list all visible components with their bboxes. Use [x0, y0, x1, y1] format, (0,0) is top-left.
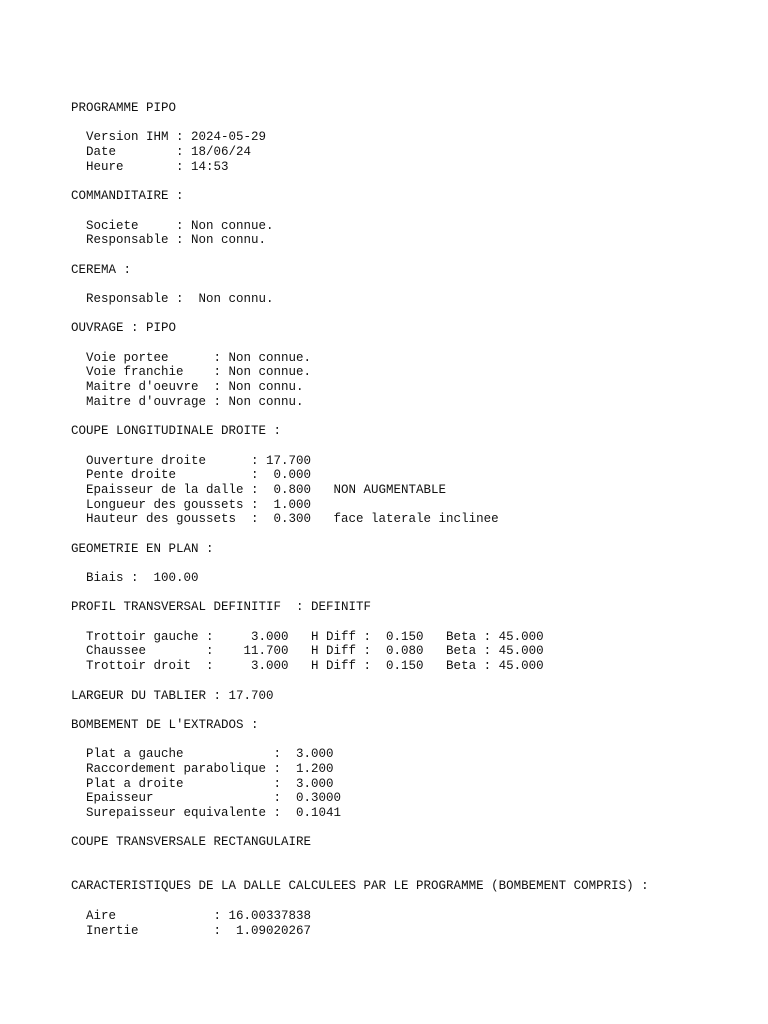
doc-line: COUPE LONGITUDINALE DROITE : — [71, 424, 282, 439]
doc-line: Plat a droite : 3.000 — [71, 776, 334, 791]
doc-line: OUVRAGE : PIPO — [71, 321, 177, 336]
doc-line — [71, 703, 761, 718]
doc-line: Maitre d'ouvrage : Non connu. — [71, 394, 304, 409]
doc-line — [71, 248, 761, 263]
doc-line: Aire : 16.00337838 — [71, 908, 312, 923]
doc-line: Societe : Non connue. — [71, 218, 274, 233]
doc-line: Date : 18/06/24 — [71, 145, 252, 160]
doc-line: Trottoir gauche : 3.000 H Diff : 0.150 Beta : 45.000 — [71, 629, 544, 644]
doc-line: Epaisseur de la dalle : 0.800 NON AUGMENTABLE — [71, 482, 447, 497]
doc-line: PROFIL TRANSVERSAL DEFINITIF : DEFINITF — [71, 600, 372, 615]
doc-line: Trottoir droit : 3.000 H Diff : 0.150 Beta : 45.000 — [71, 659, 544, 674]
doc-line: BOMBEMENT DE L'EXTRADOS : — [71, 717, 259, 732]
doc-line: Raccordement parabolique : 1.200 — [71, 761, 334, 776]
doc-line: Plat a gauche : 3.000 — [71, 747, 334, 762]
doc-line — [71, 336, 761, 351]
doc-line — [71, 850, 761, 865]
doc-line: Biais : 100.00 — [71, 571, 199, 585]
doc-line: Inertie : 1.09020267 — [71, 923, 312, 938]
doc-line — [71, 615, 761, 630]
doc-line: Voie portee : Non connue. — [71, 350, 312, 365]
doc-line: Hauteur des goussets : 0.300 face laterale inclinee — [71, 512, 499, 527]
doc-line: CARACTERISTIQUES DE LA DALLE CALCULEES PAR LE PROGRAMME (BOMBEMENT COMPRIS) : — [71, 879, 649, 894]
doc-line — [71, 116, 761, 131]
doc-line — [71, 277, 761, 292]
doc-line — [71, 733, 761, 748]
doc-line: CEREMA : — [71, 262, 132, 277]
doc-line — [71, 204, 761, 219]
doc-line: Chaussee : 11.700 H Diff : 0.080 Beta : 45.000 — [71, 644, 544, 659]
doc-line — [71, 174, 761, 189]
doc-line: Epaisseur : 0.3000 — [71, 791, 342, 806]
doc-line — [71, 586, 761, 601]
doc-line: COUPE TRANSVERSALE RECTANGULAIRE — [71, 835, 312, 850]
doc-line: COMMANDITAIRE : — [71, 189, 184, 204]
doc-line — [71, 307, 761, 322]
doc-line: Surepaisseur equivalente : 0.1041 — [71, 806, 342, 820]
doc-line — [71, 439, 761, 454]
doc-line — [71, 409, 761, 424]
doc-line: Responsable : Non connu. — [71, 291, 274, 306]
doc-line: Ouverture droite : 17.700 — [71, 453, 312, 468]
doc-line: Responsable : Non connu. — [71, 233, 267, 248]
doc-line — [71, 865, 761, 880]
doc-line: LARGEUR DU TABLIER : 17.700 — [71, 688, 274, 703]
doc-line: Longueur des goussets : 1.000 — [71, 497, 312, 512]
doc-line: Maitre d'oeuvre : Non connu. — [71, 380, 304, 395]
doc-line — [71, 527, 761, 542]
doc-line: Heure : 14:53 — [71, 159, 229, 174]
doc-line — [71, 821, 761, 836]
doc-line: Pente droite : 0.000 — [71, 468, 312, 483]
doc-line — [71, 674, 761, 689]
doc-line: Voie franchie : Non connue. — [71, 365, 312, 380]
doc-line — [71, 556, 761, 571]
doc-line: Version IHM : 2024-05-29 — [71, 130, 267, 145]
doc-line: PROGRAMME PIPO — [71, 101, 177, 115]
doc-line — [71, 894, 761, 909]
doc-line: GEOMETRIE EN PLAN : — [71, 541, 214, 556]
text-document — [71, 101, 761, 938]
